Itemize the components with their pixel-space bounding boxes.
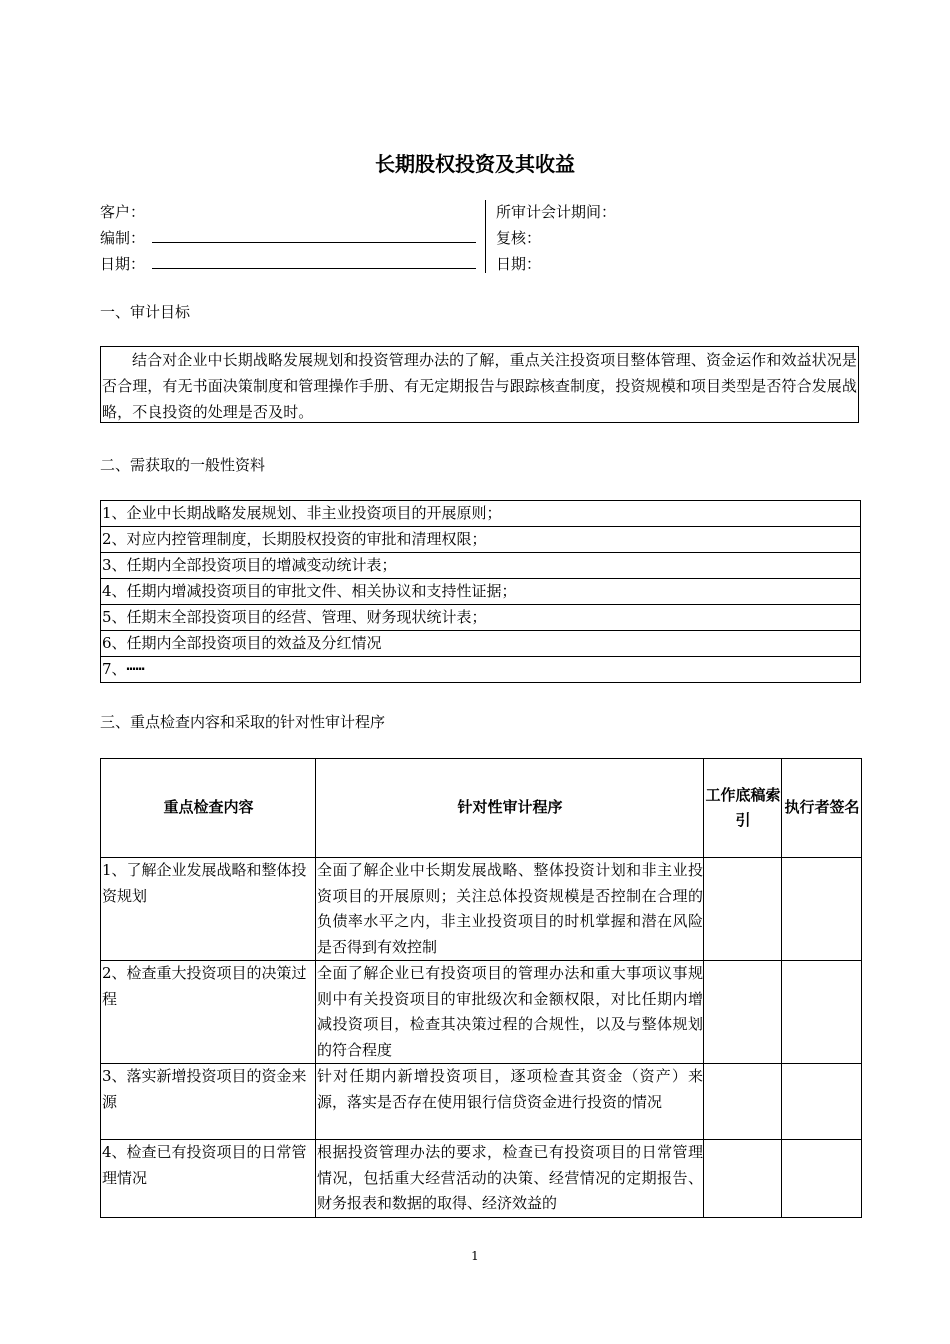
list-item bbox=[101, 605, 861, 631]
list-item bbox=[101, 631, 861, 657]
client-label: 客户： bbox=[100, 203, 146, 221]
section-heading-procedures: 三、重点检查内容和采取的针对性审计程序 bbox=[100, 713, 386, 731]
date-line-left bbox=[152, 268, 476, 269]
list-item bbox=[101, 553, 861, 579]
date-row-left bbox=[100, 251, 480, 277]
date-row-right bbox=[496, 251, 856, 277]
preparer-row bbox=[100, 225, 480, 251]
list-item-text: 3、任期内全部投资项目的增减变动统计表； bbox=[101, 553, 861, 579]
header-content: 重点检查内容 bbox=[101, 759, 316, 858]
cell-content: 3、落实新增投资项目的资金来源 bbox=[101, 1064, 316, 1140]
section-heading-objective: 一、审计目标 bbox=[100, 303, 191, 321]
cell-content: 4、检查已有投资项目的日常管理情况 bbox=[101, 1140, 316, 1218]
cell-signer[interactable] bbox=[782, 1140, 862, 1218]
cell-index[interactable] bbox=[704, 1140, 782, 1218]
header-procedure: 针对性审计程序 bbox=[316, 759, 704, 858]
cell-index[interactable] bbox=[704, 858, 782, 961]
section-heading-materials: 二、需获取的一般性资料 bbox=[100, 456, 266, 474]
cell-content: 1、了解企业发展战略和整体投资规划 bbox=[101, 858, 316, 961]
cell-procedure: 全面了解企业中长期发展战略、整体投资计划和非主业投资项目的开展原则；关注总体投资规模是否控制在合理的负债率水平之内，非主业投资项目的时机掌握和潜在风险是否得到有效控制 bbox=[316, 858, 704, 961]
list-item-text: 2、对应内控管理制度，长期股权投资的审批和清理权限； bbox=[101, 527, 861, 553]
preparer-line bbox=[152, 242, 476, 243]
list-item-text: 7、┅┅ bbox=[101, 657, 861, 683]
date-label-left: 日期： bbox=[100, 255, 146, 273]
cell-index[interactable] bbox=[704, 961, 782, 1064]
header-divider bbox=[485, 200, 486, 273]
period-label: 所审计会计期间： bbox=[496, 203, 617, 221]
page-number: 1 bbox=[471, 1249, 479, 1263]
cell-content: 2、检查重大投资项目的决策过程 bbox=[101, 961, 316, 1064]
reviewer-row bbox=[496, 225, 856, 251]
header-index: 工作底稿索引 bbox=[704, 759, 782, 858]
header-signer: 执行者签名 bbox=[782, 759, 862, 858]
materials-list bbox=[100, 500, 861, 683]
cell-procedure: 根据投资管理办法的要求，检查已有投资项目的日常管理情况，包括重大经营活动的决策、经营情况的定期报告、财务报表和数据的取得、经济效益的 bbox=[316, 1140, 704, 1218]
client-row bbox=[100, 199, 480, 225]
reviewer-label: 复核： bbox=[496, 229, 542, 247]
list-item bbox=[101, 657, 861, 683]
list-item bbox=[101, 527, 861, 553]
page-title: 长期股权投资及其收益 bbox=[375, 152, 575, 176]
header-right bbox=[496, 199, 856, 277]
preparer-label: 编制： bbox=[100, 229, 146, 247]
period-row bbox=[496, 199, 856, 225]
list-item-text: 4、任期内增减投资项目的审批文件、相关协议和支持性证据； bbox=[101, 579, 861, 605]
cell-index[interactable] bbox=[704, 1064, 782, 1140]
list-item bbox=[101, 579, 861, 605]
cell-signer[interactable] bbox=[782, 858, 862, 961]
table-row bbox=[101, 961, 862, 1064]
table-header-row bbox=[101, 759, 862, 858]
cell-signer[interactable] bbox=[782, 961, 862, 1064]
table-row bbox=[101, 858, 862, 961]
header-left bbox=[100, 199, 480, 277]
cell-procedure: 针对任期内新增投资项目，逐项检查其资金（资产）来源，落实是否存在使用银行信贷资金进行投资的情况 bbox=[316, 1064, 704, 1140]
table-row bbox=[101, 1064, 862, 1140]
table-row bbox=[101, 1140, 862, 1218]
procedures-table bbox=[100, 758, 862, 1218]
objective-text: 结合对企业中长期战略发展规划和投资管理办法的了解，重点关注投资项目整体管理、资金运作和效益状况是否合理，有无书面决策制度和管理操作手册、有无定期报告与跟踪核查制度，投资规模和项目类型是否符合发展战略，不良投资的处理是否及时。 bbox=[102, 351, 858, 421]
list-item-text: 1、企业中长期战略发展规划、非主业投资项目的开展原则； bbox=[101, 501, 861, 527]
objective-box bbox=[100, 346, 859, 423]
cell-signer[interactable] bbox=[782, 1064, 862, 1140]
list-item-text: 6、任期内全部投资项目的效益及分红情况 bbox=[101, 631, 861, 657]
list-item-text: 5、任期末全部投资项目的经营、管理、财务现状统计表； bbox=[101, 605, 861, 631]
cell-procedure: 全面了解企业已有投资项目的管理办法和重大事项议事规则中有关投资项目的审批级次和金额权限，对比任期内增减投资项目，检查其决策过程的合规性，以及与整体规划的符合程度 bbox=[316, 961, 704, 1064]
date-label-right: 日期： bbox=[496, 255, 542, 273]
list-item bbox=[101, 501, 861, 527]
